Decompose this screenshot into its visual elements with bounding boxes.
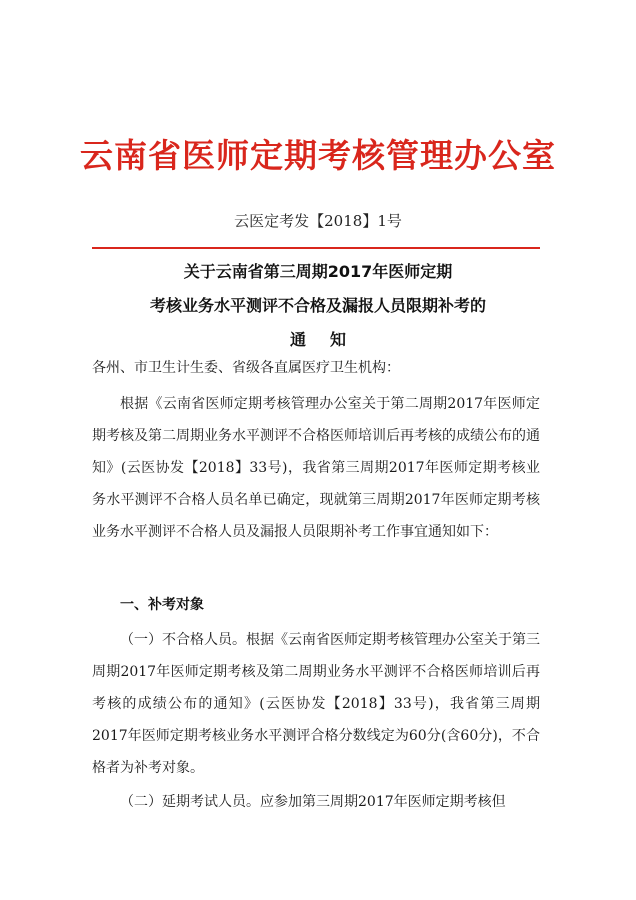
red-divider-line xyxy=(92,247,540,249)
issuing-office-title: 云南省医师定期考核管理办公室 xyxy=(80,136,556,175)
document-number: 云医定考发【2018】1号 xyxy=(234,212,402,230)
paragraph-deferred-personnel: （二）延期考试人员。应参加第三周期2017年医师定期考核但 xyxy=(120,794,506,810)
paragraph-intro: 根据《云南省医师定期考核管理办公室关于第二周期2017年医师定期考核及第二周期业务水平测评不合格医师培训后再考核的成绩公布的通知》(云医协发【2018】33号)，我省第三周期2017年医师定期考核业务水平测评不合格人员名单已确定，现就第三周期2017年医师定期考核业务水平测评不合格人员及漏报人员限期补考工作事宜通知如下： xyxy=(92,396,540,540)
notice-title-line-1: 关于云南省第三周期2017年医师定期 xyxy=(183,262,453,281)
salutation: 各州、市卫生计生委、省级各直属医疗卫生机构： xyxy=(92,360,400,376)
notice-title-line-3: 通知 xyxy=(289,330,370,349)
paragraph-unqualified-personnel: （一）不合格人员。根据《云南省医师定期考核管理办公室关于第三周期2017年医师定期考核及第二周期业务水平测评不合格医师培训后再考核的成绩公布的通知》(云医协发【2018】33号)，我省第三周期2017年医师定期考核业务水平测评合格分数线定为60分(含60分)，不合格者为补考对象。 xyxy=(92,632,540,776)
notice-title-line-2: 考核业务水平测评不合格及漏报人员限期补考的 xyxy=(149,296,486,315)
section-heading-makeup-targets: 一、补考对象 xyxy=(120,597,204,613)
